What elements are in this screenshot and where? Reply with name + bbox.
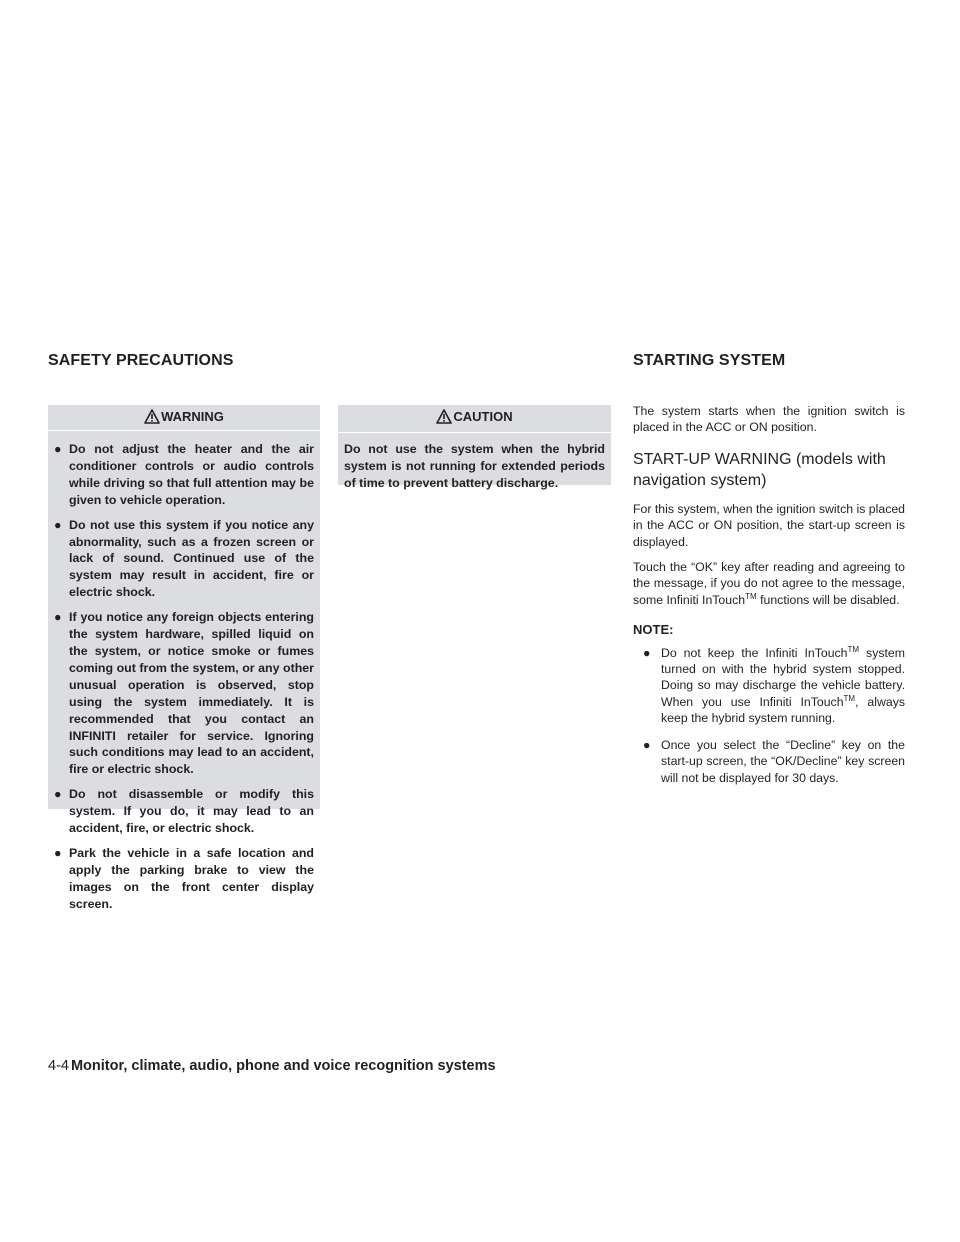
trademark: TM	[847, 644, 860, 654]
trademark: TM	[843, 693, 856, 703]
warning-item: ● Do not use this system if you notice any abnormality, such as a frozen screen or lack of sound. Continued use of the system may result in accident, fire or electric shock.	[54, 517, 314, 600]
bullet: ●	[54, 845, 62, 860]
warning-item: ● If you notice any foreign objects entering the system hardware, spilled liquid on the system, or notice smoke or fumes coming out from the system, or any other unusual operation is observed, stop using the system immediately. It is recommended that you contact an INFINITI retailer for service. Ignoring such conditions may lead to an accident, fire or electric shock.	[54, 610, 314, 777]
note-label: NOTE:	[633, 622, 674, 638]
page-number: 4-4	[48, 1058, 69, 1074]
warning-item: ● Park the vehicle in a safe location and apply the parking brake to view the images on the front center display screen.	[54, 845, 314, 911]
caution-heading	[338, 405, 611, 427]
note-item: ● Once you select the “Decline” key on the start-up screen, the “OK/Decline” key screen will not be displayed for 30 days.	[643, 737, 905, 785]
bullet: ●	[54, 787, 62, 802]
bullet: ●	[643, 737, 651, 752]
warning-item: ● Do not disassemble or modify this system. If you do, it may lead to an accident, fire, or electric shock.	[54, 787, 314, 836]
trademark: TM	[745, 591, 757, 601]
warning-heading-text: WARNING	[161, 409, 224, 424]
warning-item: ● Do not adjust the heater and the air conditioner controls or audio controls while driving so that full attention may be given to vehicle operation.	[54, 442, 314, 507]
page-footer	[48, 1058, 496, 1074]
note-list	[633, 645, 905, 786]
caution-heading-text: CAUTION	[453, 409, 513, 424]
warning-heading	[48, 405, 320, 425]
section-title-starting: STARTING SYSTEM	[633, 352, 786, 369]
starting-intro: The system starts when the ignition switch is placed in the ACC or ON position.	[633, 404, 905, 435]
bullet: ●	[54, 442, 62, 456]
chapter-title: Monitor, climate, audio, phone and voice recognition systems	[70, 1058, 496, 1074]
warning-list	[48, 431, 320, 913]
bullet: ●	[54, 517, 62, 532]
startup-warning-subhead: START-UP WARNING (models with navigation system)	[633, 450, 886, 489]
section-title-safety: SAFETY PRECAUTIONS	[48, 352, 234, 369]
startup-para-2: Touch the “OK” key after reading and agreeing to the message, if you do not agree to the message, some Infiniti InTouch™ functions will be disabled.	[633, 560, 905, 607]
caution-text: Do not use the system when the hybrid system is not running for extended periods of time to prevent battery discharge.	[344, 442, 605, 490]
caution-box	[338, 405, 611, 490]
startup-para-1: For this system, when the ignition switch is placed in the ACC or ON position, the start-up screen is displayed.	[633, 501, 906, 549]
bullet: ●	[643, 645, 651, 660]
bullet: ●	[54, 610, 62, 625]
starting-system-column	[633, 403, 905, 796]
warning-box	[48, 405, 320, 911]
warning-triangle-icon	[144, 409, 160, 429]
note-item: ● Do not keep the Infiniti InTouch™ system turned on with the hybrid system stopped. Doing so may discharge the vehicle battery. When you use Infiniti InTouch™, always keep the hybrid system running.	[643, 644, 906, 726]
caution-triangle-icon	[436, 409, 452, 429]
